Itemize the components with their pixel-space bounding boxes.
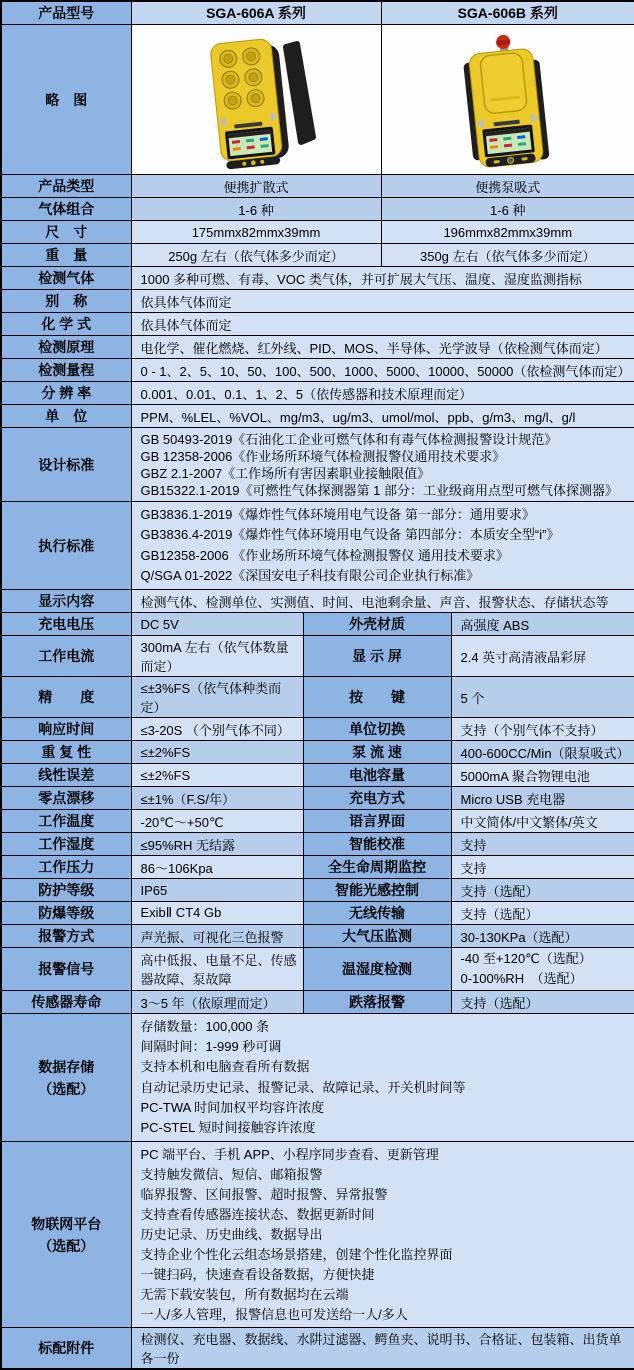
device-b-image <box>382 25 634 171</box>
table-row <box>1 290 634 313</box>
spec-line: 一人/多人管理，报警信息也可发送给一人/多人 <box>140 1306 408 1322</box>
spec-value-multiline <box>131 1142 634 1328</box>
spec-value: 支持（选配） <box>451 902 634 925</box>
row-label: 防爆等级 <box>1 902 131 925</box>
table-row <box>1 677 634 718</box>
row-label-line: （选配） <box>38 1237 95 1254</box>
spec-value: ≤95%RH 无结露 <box>131 833 303 856</box>
row-label <box>1 1142 131 1328</box>
header-model-b: SGA-606B 系列 <box>381 1 634 25</box>
spec-line: PC 端平台、手机 APP、小程序同步查看、更新管理 <box>140 1146 439 1162</box>
table-row <box>1 244 634 267</box>
spec-value: ≤±3%FS（依气体种类而定） <box>131 677 303 718</box>
row-label-secondary: 无线传输 <box>303 902 451 925</box>
table-row <box>1 718 634 741</box>
spec-value: IP65 <box>131 879 303 902</box>
row-label: 检测量程 <box>1 359 131 382</box>
table-row <box>1 1 634 25</box>
row-label <box>1 1014 131 1142</box>
row-label: 别 称 <box>1 290 131 313</box>
table-row <box>1 359 634 382</box>
spec-value: 300mA 左右（依气体数量而定） <box>131 636 303 677</box>
row-label: 显示内容 <box>1 590 131 613</box>
row-label: 执行标准 <box>1 502 131 590</box>
table-row <box>1 741 634 764</box>
spec-value: DC 5V <box>131 613 303 636</box>
device-a-image <box>132 25 382 171</box>
header-col-label: 产品型号 <box>1 1 131 25</box>
spec-line: GB 50493-2019《石油化工企业可燃气体和有毒气体检测报警设计规范》 <box>140 431 558 447</box>
table-row <box>1 175 634 198</box>
spec-value: 5 个 <box>451 677 634 718</box>
row-label-secondary: 智能校准 <box>303 833 451 856</box>
table-row <box>1 502 634 590</box>
device-a-antenna <box>286 44 313 142</box>
row-label-secondary: 电池容量 <box>303 764 451 787</box>
row-label: 重 量 <box>1 244 131 267</box>
spec-line: 间隔时间：1-999 秒可调 <box>140 1038 282 1054</box>
table-row <box>1 925 634 948</box>
spec-line: GB12358-2006 《作业场所环境气体检测报警仪 通用技术要求》 <box>140 547 509 563</box>
spec-line: Q/SGA 01-2022《深国安电子科技有限公司企业执行标准》 <box>140 568 480 583</box>
table-row <box>1 1328 634 1370</box>
spec-value <box>451 948 634 991</box>
table-row <box>1 879 634 902</box>
row-label-secondary: 按 键 <box>303 677 451 718</box>
table-row <box>1 902 634 925</box>
spec-value: 支持（选配） <box>451 879 634 902</box>
spec-value: 中文简体/中文繁体/英文 <box>451 810 634 833</box>
row-label: 重 复 性 <box>1 741 131 764</box>
spec-value: 400-600CC/Min（限泵吸式） <box>451 741 634 764</box>
spec-value: 高强度 ABS <box>451 613 634 636</box>
value-model-b: 350g 左右（依气体多少而定） <box>381 244 634 267</box>
row-label: 标配附件 <box>1 1328 131 1370</box>
spec-value-multiline <box>131 502 634 590</box>
row-label-secondary: 全生命周期监控 <box>303 856 451 879</box>
row-label-secondary: 温湿度检测 <box>303 948 451 991</box>
table-row <box>1 313 634 336</box>
table-row <box>1 833 634 856</box>
header-model-a: SGA-606A 系列 <box>131 1 381 25</box>
spec-line: 无需下载安装包，所有数据均在云端 <box>140 1286 349 1302</box>
value-model-a: 250g 左右（依气体多少而定） <box>131 244 381 267</box>
row-label: 线性误差 <box>1 764 131 787</box>
table-row <box>1 267 634 290</box>
value-model-b: 196mmx82mmx39mm <box>381 221 634 244</box>
spec-value: 电化学、催化燃烧、红外线、PID、MOS、半导体、光学波导（依检测气体而定） <box>131 336 634 359</box>
spec-line: 自动记录历史记录、报警记录、故障记录、开关机时间等 <box>140 1079 466 1095</box>
spec-line: 支持本机和电脑查看所有数据 <box>140 1059 310 1075</box>
sketch-cell-a <box>131 25 381 175</box>
spec-value: 1000 多种可燃、有毒、VOC 类气体，并可扩展大气压、温度、湿度监测指标 <box>131 267 634 290</box>
spec-value: 高中低报、电量不足、传感器故障、泵故障 <box>131 948 303 991</box>
spec-line: 0-100%RH （选配） <box>460 971 583 986</box>
row-label-secondary: 显 示 屏 <box>303 636 451 677</box>
spec-line: GB 12358-2006《作业场所环境气体检测报警仪通用技术要求》 <box>140 448 506 464</box>
table-row <box>1 856 634 879</box>
spec-value: 2.4 英寸高清液晶彩屏 <box>451 636 634 677</box>
spec-value: PPM、%LEL、%VOL、mg/m3、ug/m3、umol/mol、ppb、g/m3、mg/l、g/l <box>131 405 634 428</box>
row-label-line: （选配） <box>38 1080 95 1097</box>
table-row <box>1 221 634 244</box>
spec-value: 支持 <box>451 833 634 856</box>
row-label: 充电电压 <box>1 613 131 636</box>
spec-line: GBZ 2.1-2007《工作场所有害因素职业接触限值》 <box>140 465 431 481</box>
spec-value: ≤3-20S （个别气体不同） <box>131 718 303 741</box>
row-label: 报警方式 <box>1 925 131 948</box>
table-row <box>1 613 634 636</box>
row-label: 检测气体 <box>1 267 131 290</box>
spec-line: PC-STEL 短时间接触容许浓度 <box>140 1120 316 1136</box>
spec-value: 支持（个别气体不支持） <box>451 718 634 741</box>
spec-value: 30-130KPa（选配） <box>451 925 634 948</box>
spec-line: 历史记录、历史曲线、数据导出 <box>140 1226 323 1242</box>
table-row <box>1 428 634 502</box>
row-label: 检测原理 <box>1 336 131 359</box>
row-label-secondary: 语言界面 <box>303 810 451 833</box>
spec-value: 86～106Kpa <box>131 856 303 879</box>
spec-line: 支持企业个性化云组态场景搭建，创建个性化监控界面 <box>140 1246 453 1262</box>
spec-value: ≤±1%（F.S/年） <box>131 787 303 810</box>
row-label-line: 物联网平台 <box>31 1215 102 1232</box>
spec-line: 存储数量：100,000 条 <box>140 1018 270 1034</box>
spec-value: 检测仪、充电器、数据线、水阱过滤器、鳄鱼夹、说明书、合格证、包装箱、出货单各一份 <box>131 1328 634 1370</box>
spec-line: GB3836.4-2019《爆炸性气体环境用电气设备 第四部分：本质安全型“i”》 <box>140 527 560 542</box>
row-label: 精 度 <box>1 677 131 718</box>
row-label: 设计标准 <box>1 428 131 502</box>
table-row <box>1 636 634 677</box>
table-row <box>1 1014 634 1142</box>
table-row <box>1 590 634 613</box>
spec-line: 一键扫码，快速查看设备数据，方便快捷 <box>140 1266 375 1282</box>
value-model-a: 便携扩散式 <box>131 175 381 198</box>
table-row <box>1 991 634 1014</box>
row-label-secondary: 单位切换 <box>303 718 451 741</box>
row-label: 防护等级 <box>1 879 131 902</box>
table-row <box>1 948 634 991</box>
row-label: 工作压力 <box>1 856 131 879</box>
table-row <box>1 405 634 428</box>
table-row <box>1 25 634 175</box>
spec-value: 支持（选配） <box>451 991 634 1014</box>
spec-value: 5000mA 聚合物锂电池 <box>451 764 634 787</box>
row-label: 工作电流 <box>1 636 131 677</box>
table-row <box>1 810 634 833</box>
spec-value-multiline <box>131 428 634 502</box>
row-label: 零点漂移 <box>1 787 131 810</box>
row-label-secondary: 大气压监测 <box>303 925 451 948</box>
spec-line: PC-TWA 时间加权平均容许浓度 <box>140 1099 325 1115</box>
row-label: 分 辨 率 <box>1 382 131 405</box>
spec-line: 支持触发微信、短信、邮箱报警 <box>140 1166 323 1182</box>
row-label-sketch: 略 图 <box>1 25 131 175</box>
value-model-b: 便携泵吸式 <box>381 175 634 198</box>
row-label: 报警信号 <box>1 948 131 991</box>
spec-value: 声光振、可视化三色报警 <box>131 925 303 948</box>
row-label-secondary: 泵 流 速 <box>303 741 451 764</box>
row-label-line: 数据存储 <box>38 1058 95 1075</box>
value-model-b: 1-6 种 <box>381 198 634 221</box>
spec-value: 支持 <box>451 856 634 879</box>
table-row <box>1 336 634 359</box>
spec-value: ≤±2%FS <box>131 741 303 764</box>
sketch-cell-b <box>381 25 634 175</box>
spec-table-body <box>1 1 634 1369</box>
table-row <box>1 764 634 787</box>
spec-line: 支持查看传感器连接状态、数据更新时间 <box>140 1206 375 1222</box>
spec-line: -40 至+120℃（选配） <box>460 951 592 966</box>
row-label: 尺 寸 <box>1 221 131 244</box>
row-label-secondary: 充电方式 <box>303 787 451 810</box>
spec-value: 检测气体、检测单位、实测值、时间、电池剩余量、声音、报警状态、存储状态等 <box>131 590 634 613</box>
value-model-a: 1-6 种 <box>131 198 381 221</box>
spec-line: 临界报警、区间报警、超时报警、异常报警 <box>140 1186 388 1202</box>
spec-value: Micro USB 充电器 <box>451 787 634 810</box>
spec-value: 0 - 1、2、5、10、50、100、500、1000、5000、10000、50000（依检测气体而定） <box>131 359 634 382</box>
row-label: 工作温度 <box>1 810 131 833</box>
spec-value: 3～5 年（依原理而定） <box>131 991 303 1014</box>
row-label: 产品类型 <box>1 175 131 198</box>
spec-value: ≤±2%FS <box>131 764 303 787</box>
table-row <box>1 787 634 810</box>
row-label-secondary: 外壳材质 <box>303 613 451 636</box>
spec-value: 依具体气体而定 <box>131 313 634 336</box>
spec-value: ExibⅡ CT4 Gb <box>131 902 303 925</box>
row-label-secondary: 智能光感控制 <box>303 879 451 902</box>
row-label: 化 学 式 <box>1 313 131 336</box>
spec-line: GB15322.1-2019《可燃性气体探测器第 1 部分：工业级商用点型可燃气体探测器》 <box>140 482 618 498</box>
spec-value: 依具体气体而定 <box>131 290 634 313</box>
row-label: 传感器寿命 <box>1 991 131 1014</box>
row-label: 气体组合 <box>1 198 131 221</box>
row-label: 工作湿度 <box>1 833 131 856</box>
row-label: 响应时间 <box>1 718 131 741</box>
spec-value: -20℃～+50℃ <box>131 810 303 833</box>
spec-value-multiline <box>131 1014 634 1142</box>
spec-line: GB3836.1-2019《爆炸性气体环境用电气设备 第一部分：通用要求》 <box>140 506 535 522</box>
table-row <box>1 1142 634 1328</box>
table-row <box>1 382 634 405</box>
row-label: 单 位 <box>1 405 131 428</box>
value-model-a: 175mmx82mmx39mm <box>131 221 381 244</box>
spec-value: 0.001、0.01、0.1、1、2、5（依传感器和技术原理而定） <box>131 382 634 405</box>
row-label-secondary: 跌落报警 <box>303 991 451 1014</box>
table-row <box>1 198 634 221</box>
